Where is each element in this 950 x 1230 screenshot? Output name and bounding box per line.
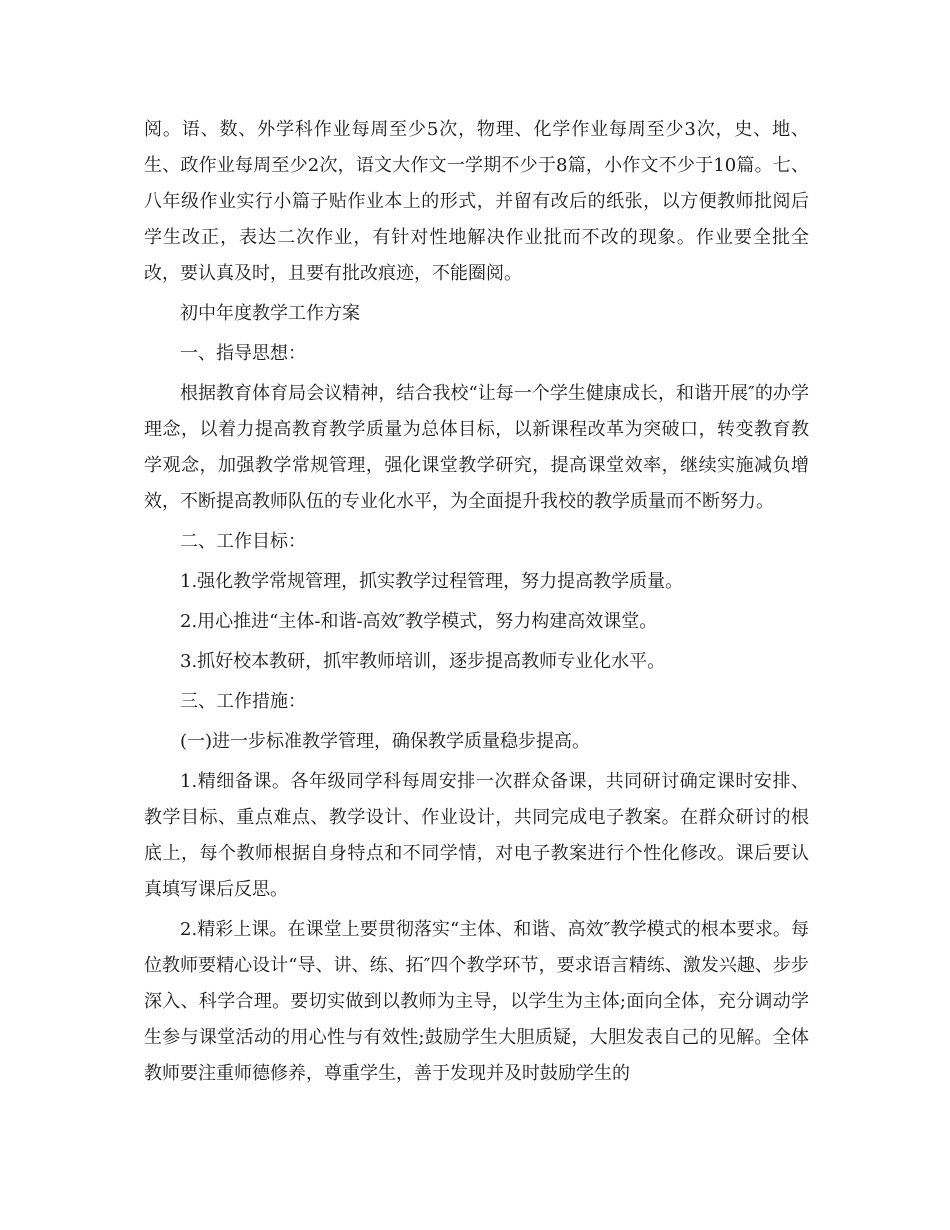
goal-item-2: 2.用心推进“主体-和谐-高效″教学模式，努力构建高效课堂。 bbox=[180, 611, 658, 632]
goal-item-1: 1.强化教学常规管理，抓实教学过程管理，努力提高教学质量。 bbox=[180, 571, 684, 592]
heading-guiding-ideology: 一、指导思想： bbox=[180, 343, 306, 364]
section-title: 初中年度教学工作方案 bbox=[180, 303, 360, 324]
subheading-teaching-management: (一)进一步标准教学管理，确保教学质量稳步提高。 bbox=[180, 731, 591, 752]
heading-work-measures: 三、工作措施： bbox=[180, 691, 306, 712]
paragraph-guiding-ideology: 根据教育体育局会议精神，结合我校“让每一个学生健康成长，和谐开展″的办学理念，以着力提高教育教学质量为总体目标，以新课程改革为突破口，转变教育教学观念，加强教学常规管理，强化课堂教学研究，提高课堂效率，继续实施减负增效，不断提高教师队伍的专业化水平，为全面提升我校的教学质量而不断努力。 bbox=[144, 383, 809, 512]
goal-item-3: 3.抓好校本教研，抓牢教师培训，逐步提高教师专业化水平。 bbox=[180, 651, 666, 672]
paragraph-lesson-preparation: 1.精细备课。各年级同学科每周安排一次群众备课，共同研讨确定课时安排、教学目标、重点难点、教学设计、作业设计，共同完成电子教案。在群众研讨的根底上，每个教师根据自身特点和不同学情，对电子教案进行个性化修改。课后要认真填写课后反思。 bbox=[144, 771, 809, 900]
paragraph-homework-continuation: 阅。语、数、外学科作业每周至少5次，物理、化学作业每周至少3次，史、地、生、政作业每周至少2次，语文大作文一学期不少于8篇，小作文不少于10篇。七、八年级作业实行小篇子贴作业本上的形式，并留有改后的纸张，以方便教师批阅后学生改正，表达二次作业，有针对性地解决作业批而不改的现象。作业要全批全改，要认真及时，且要有批改痕迹，不能圈阅。 bbox=[144, 119, 809, 284]
paragraph-classroom-teaching: 2.精彩上课。在课堂上要贯彻落实“主体、和谐、高效″教学模式的根本要求。每位教师要精心设计“导、讲、练、拓″四个教学环节，要求语言精练、激发兴趣、步步深入、科学合理。要切实做到以教师为主导，以学生为主体;面向全体，充分调动学生参与课堂活动的用心性与有效性;鼓励学生大胆质疑，大胆发表自己的见解。全体教师要注重师德修养，尊重学生，善于发现并及时鼓励学生的 bbox=[144, 919, 809, 1084]
document-body bbox=[144, 112, 809, 1092]
heading-work-goals: 二、工作目标： bbox=[180, 531, 306, 552]
